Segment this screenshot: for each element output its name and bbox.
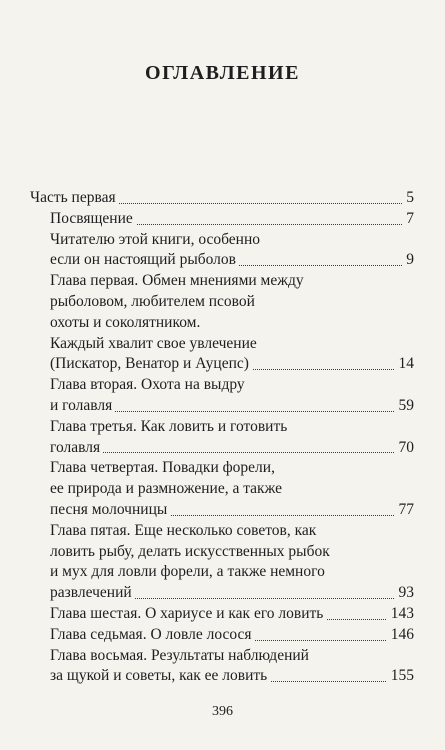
toc-entry-page: 7 [402, 209, 414, 230]
toc-entry [30, 209, 414, 230]
toc-entry [30, 230, 414, 272]
toc-entry-line [30, 250, 414, 271]
toc-entry-line [30, 479, 414, 500]
toc-entry-text: песня молочницы [50, 501, 170, 518]
toc-entry-line [30, 334, 414, 355]
toc-entry-text: (Пискатор, Венатор и Ауцепс) [50, 355, 252, 372]
toc-entry-text: Глава четвертая. Повадки форели, [50, 459, 278, 476]
toc-entry-page: 146 [387, 625, 414, 646]
toc-entry-text: рыболовом, любителем псовой [50, 293, 258, 310]
table-of-contents [30, 188, 414, 687]
page-number: 396 [212, 704, 233, 719]
toc-entry-text: Глава пятая. Еще несколько советов, как [50, 522, 319, 539]
page-title: ОГЛАВЛЕНИЕ [145, 62, 300, 84]
toc-entry-line [30, 396, 414, 417]
toc-entry-text: за щукой и советы, как ее ловить [50, 667, 270, 684]
toc-entry-text: Глава седьмая. О ловле лосося [50, 626, 255, 643]
toc-entry-line [30, 230, 414, 251]
toc-entry-line [30, 209, 414, 230]
toc-entry [30, 604, 414, 625]
toc-entry-text: Глава вторая. Охота на выдру [50, 376, 248, 393]
toc-entry-text: если он настоящий рыболов [50, 251, 239, 268]
toc-entry-text: Глава шестая. О хариусе и как его ловить [50, 605, 326, 622]
toc-entry-page: 5 [402, 188, 414, 209]
toc-entry [30, 417, 414, 459]
toc-entry-page: 77 [395, 500, 415, 521]
toc-entry-line [30, 625, 414, 646]
toc-entry-text: Посвящение [50, 210, 136, 227]
toc-entry [30, 646, 414, 688]
toc-entry-text: Часть первая [30, 189, 119, 206]
toc-entry [30, 375, 414, 417]
toc-entry-line [30, 417, 414, 438]
toc-entry [30, 521, 414, 604]
toc-entry-page: 93 [395, 583, 415, 604]
toc-entry-text: Глава первая. Обмен мнениями между [50, 272, 307, 289]
toc-entry-line [30, 188, 414, 209]
toc-entry-text: охоты и соколятником. [50, 314, 203, 331]
toc-entry [30, 458, 414, 520]
toc-entry-line [30, 438, 414, 459]
toc-entry-text: Глава восьмая. Результаты наблюдений [50, 647, 312, 664]
toc-entry-page: 9 [402, 250, 414, 271]
toc-entry [30, 625, 414, 646]
toc-entry-line [30, 458, 414, 479]
toc-entry-line [30, 354, 414, 375]
toc-entry-line [30, 521, 414, 542]
toc-entry [30, 334, 414, 376]
toc-entry-text: Каждый хвалит свое увлечение [50, 335, 260, 352]
toc-entry-line [30, 313, 414, 334]
toc-entry-line [30, 666, 414, 687]
toc-entry-text: ее природа и размножение, а также [50, 480, 285, 497]
toc-entry-text: Глава третья. Как ловить и готовить [50, 418, 290, 435]
toc-entry-page: 155 [387, 666, 414, 687]
toc-entry-text: Читателю этой книги, особенно [50, 231, 263, 248]
toc-entry-line [30, 583, 414, 604]
toc-entry-page: 143 [387, 604, 414, 625]
toc-entry-line [30, 271, 414, 292]
toc-entry-line [30, 500, 414, 521]
toc-entry-text: развлечений [50, 584, 135, 601]
toc-entry-text: голавля [50, 439, 103, 456]
toc-entry-line [30, 646, 414, 667]
toc-entry-page: 70 [395, 438, 415, 459]
toc-entry [30, 188, 414, 209]
toc-entry-text: ловить рыбу, делать искусственных рыбок [50, 543, 333, 560]
toc-entry-line [30, 604, 414, 625]
toc-entry [30, 271, 414, 333]
toc-entry-page: 59 [395, 396, 415, 417]
toc-entry-text: и голавля [50, 397, 115, 414]
toc-entry-page: 14 [395, 354, 415, 375]
toc-entry-line [30, 542, 414, 563]
toc-entry-text: и мух для ловли форели, а также немного [50, 563, 328, 580]
toc-entry-line [30, 562, 414, 583]
toc-entry-line [30, 375, 414, 396]
toc-entry-line [30, 292, 414, 313]
